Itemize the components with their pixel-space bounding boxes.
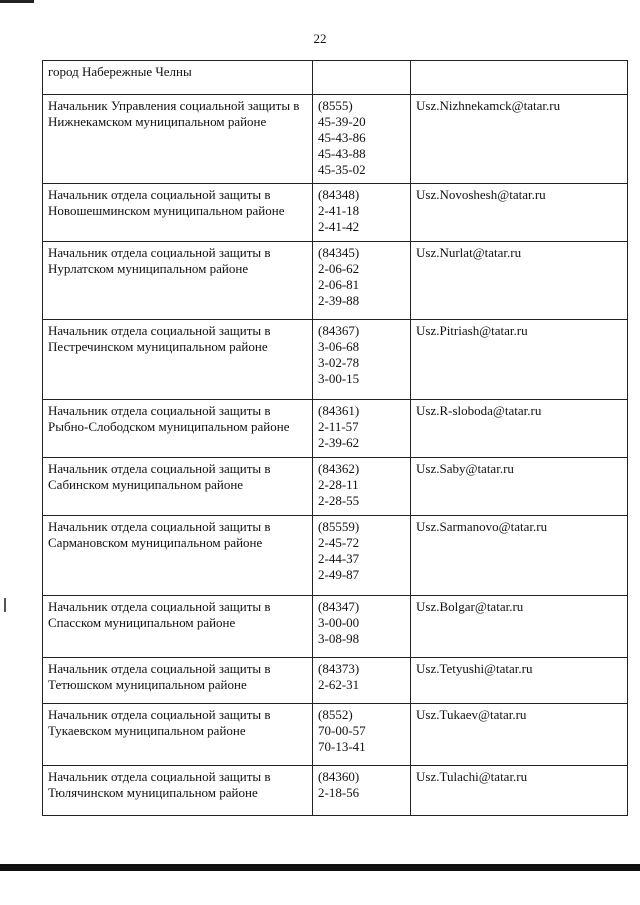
phone-number: 70-00-57 (318, 723, 366, 738)
email-cell: Usz.Novoshesh@tatar.ru (411, 184, 628, 242)
phone-number: 2-11-57 (318, 419, 359, 434)
phone-number: 2-06-81 (318, 277, 360, 292)
email-cell (411, 61, 628, 95)
phone-number: (84345) (318, 245, 360, 260)
position-cell: Начальник отдела социальной защиты в Сармановском муниципальном районе (43, 516, 313, 596)
table-row (43, 766, 628, 816)
phone-cell (313, 400, 411, 458)
email-cell: Usz.Nizhnekamck@tatar.ru (411, 95, 628, 184)
position-cell: город Набережные Челны (43, 61, 313, 95)
position-cell: Начальник отдела социальной защиты в Рыбно-Слободском муниципальном районе (43, 400, 313, 458)
phone-number: (84348) (318, 187, 360, 202)
phone-number: 70-13-41 (318, 739, 366, 754)
position-cell: Начальник отдела социальной защиты в Тюлячинском муниципальном районе (43, 766, 313, 816)
position-cell: Начальник отдела социальной защиты в Нурлатском муниципальном районе (43, 242, 313, 320)
scan-mark (4, 598, 6, 612)
phone-number: 2-18-56 (318, 785, 360, 800)
phone-number: (84361) (318, 403, 360, 418)
phone-number: 3-00-00 (318, 615, 360, 630)
position-cell: Начальник отдела социальной защиты в Тетюшском муниципальном районе (43, 658, 313, 704)
phone-number: 3-00-15 (318, 371, 360, 386)
scan-mark (0, 0, 34, 3)
table-row (43, 658, 628, 704)
position-cell: Начальник Управления социальной защиты в Нижнекамском муниципальном районе (43, 95, 313, 184)
table-row (43, 320, 628, 400)
phone-number: 3-08-98 (318, 631, 360, 646)
table-row (43, 61, 628, 95)
table-row (43, 704, 628, 766)
phone-cell (313, 95, 411, 184)
phone-cell (313, 61, 411, 95)
phone-cell (313, 704, 411, 766)
phone-cell (313, 658, 411, 704)
email-cell: Usz.Nurlat@tatar.ru (411, 242, 628, 320)
phone-number: (8552) (318, 707, 353, 722)
position-cell: Начальник отдела социальной защиты в Тукаевском муниципальном районе (43, 704, 313, 766)
email-cell: Usz.Sarmanovo@tatar.ru (411, 516, 628, 596)
table-row (43, 242, 628, 320)
contacts-table-body (43, 61, 628, 816)
phone-number: 45-35-02 (318, 162, 366, 177)
phone-number: 2-44-37 (318, 551, 360, 566)
phone-cell (313, 320, 411, 400)
email-cell: Usz.Tulachi@tatar.ru (411, 766, 628, 816)
position-cell: Начальник отдела социальной защиты в Новошешминском муниципальном районе (43, 184, 313, 242)
table-row (43, 184, 628, 242)
email-cell: Usz.Bolgar@tatar.ru (411, 596, 628, 658)
contacts-table (42, 60, 628, 816)
position-cell: Начальник отдела социальной защиты в Пестречинском муниципальном районе (43, 320, 313, 400)
email-cell: Usz.Tukaev@tatar.ru (411, 704, 628, 766)
phone-cell (313, 242, 411, 320)
phone-number: 2-28-11 (318, 477, 359, 492)
phone-number: 45-43-86 (318, 130, 366, 145)
position-cell: Начальник отдела социальной защиты в Сабинском муниципальном районе (43, 458, 313, 516)
phone-number: 2-28-55 (318, 493, 360, 508)
phone-number: 2-62-31 (318, 677, 360, 692)
table-row (43, 516, 628, 596)
table-row (43, 400, 628, 458)
email-cell: Usz.R-sloboda@tatar.ru (411, 400, 628, 458)
position-cell: Начальник отдела социальной защиты в Спасском муниципальном районе (43, 596, 313, 658)
phone-number: 2-49-87 (318, 567, 360, 582)
phone-number: (84362) (318, 461, 360, 476)
scan-border (0, 864, 640, 871)
phone-number: 2-06-62 (318, 261, 360, 276)
phone-cell (313, 516, 411, 596)
phone-number: 45-39-20 (318, 114, 366, 129)
email-cell: Usz.Saby@tatar.ru (411, 458, 628, 516)
page-number: 22 (313, 31, 327, 46)
table-row (43, 95, 628, 184)
phone-number: 2-39-62 (318, 435, 360, 450)
phone-number: 2-39-88 (318, 293, 360, 308)
phone-number: 2-41-18 (318, 203, 360, 218)
phone-cell (313, 766, 411, 816)
phone-number: 2-45-72 (318, 535, 360, 550)
phone-number: (84347) (318, 599, 360, 614)
phone-cell (313, 184, 411, 242)
phone-number: (84367) (318, 323, 360, 338)
table-row (43, 596, 628, 658)
phone-number: (8555) (318, 98, 353, 113)
phone-cell (313, 596, 411, 658)
phone-number: 3-06-68 (318, 339, 360, 354)
phone-number: 2-41-42 (318, 219, 360, 234)
phone-number: (85559) (318, 519, 360, 534)
phone-number: (84373) (318, 661, 360, 676)
email-cell: Usz.Tetyushi@tatar.ru (411, 658, 628, 704)
phone-cell (313, 458, 411, 516)
phone-number: (84360) (318, 769, 360, 784)
email-cell: Usz.Pitriash@tatar.ru (411, 320, 628, 400)
phone-number: 45-43-88 (318, 146, 366, 161)
table-row (43, 458, 628, 516)
phone-number: 3-02-78 (318, 355, 360, 370)
